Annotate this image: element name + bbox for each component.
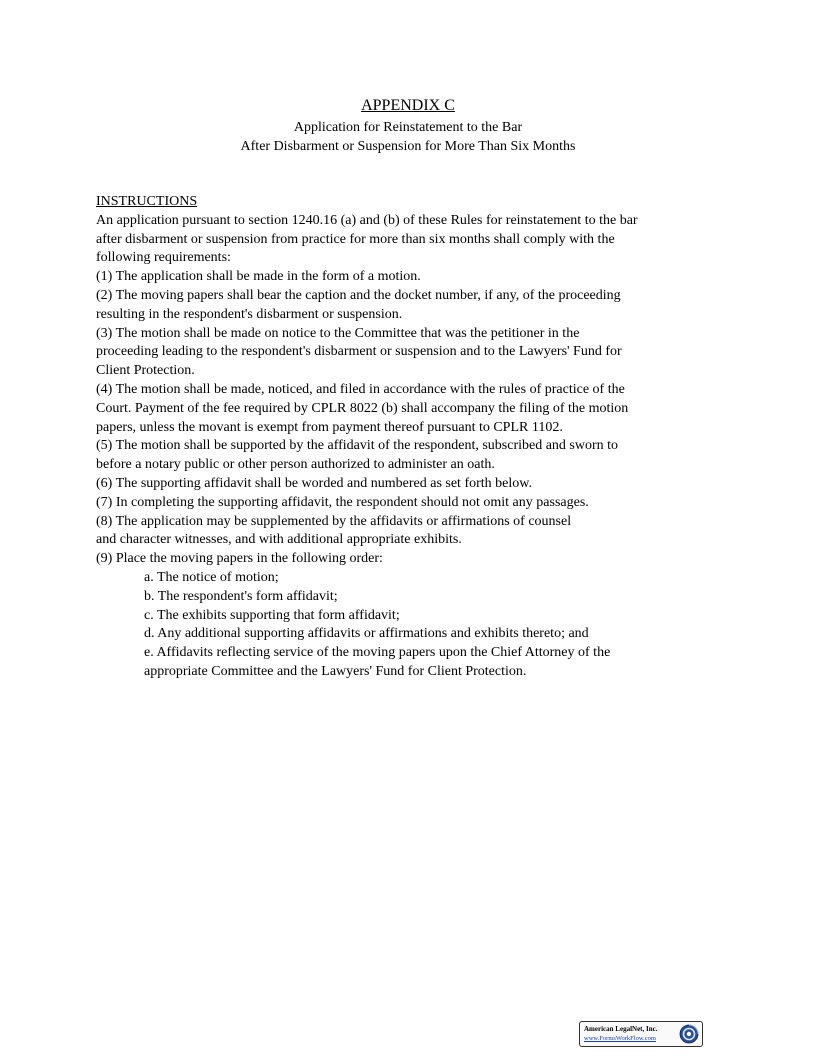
publisher-name: American LegalNet, Inc.: [584, 1025, 658, 1033]
requirement-1: (1) The application shall be made in the form of a motion.: [96, 269, 421, 285]
requirement-3-cont: Client Protection.: [96, 363, 195, 379]
publisher-url[interactable]: www.FormsWorkFlow.com: [584, 1035, 656, 1042]
order-item-c: c. The exhibits supporting that form affidavit;: [144, 607, 400, 623]
page-title: APPENDIX C: [361, 97, 455, 114]
order-item-d: d. Any additional supporting affidavits or affirmations and exhibits thereto; and: [144, 626, 589, 642]
requirement-2-cont: resulting in the respondent's disbarment or suspension.: [96, 306, 403, 322]
requirement-9: (9) Place the moving papers in the following order:: [96, 551, 383, 567]
subtitle-line-2: After Disbarment or Suspension for More Than Six Months: [240, 139, 576, 154]
intro-line: following requirements:: [96, 250, 231, 266]
order-item-e-cont: appropriate Committee and the Lawyers' Fund for Client Protection.: [144, 663, 527, 679]
intro-line: after disbarment or suspension from practice for more than six months shall comply with the: [96, 231, 615, 247]
order-item-b: b. The respondent's form affidavit;: [144, 588, 338, 604]
subtitle-line-1: Application for Reinstatement to the Bar: [293, 120, 523, 135]
requirement-8: (8) The application may be supplemented by the affidavits or affirmations of counsel: [96, 513, 572, 529]
instructions-heading: INSTRUCTIONS: [96, 194, 198, 209]
requirement-5: (5) The motion shall be supported by the affidavit of the respondent, subscribed and sworn to: [96, 438, 619, 454]
requirement-4: (4) The motion shall be made, noticed, and filed in accordance with the rules of practice of the: [96, 381, 625, 397]
requirement-2: (2) The moving papers shall bear the caption and the docket number, if any, of the proceeding: [96, 287, 621, 303]
requirement-3-cont: proceeding leading to the respondent's disbarment or suspension and to the Lawyers' Fund for: [96, 344, 622, 360]
requirement-8-cont: and character witnesses, and with additional appropriate exhibits.: [96, 532, 462, 548]
publisher-logo[interactable]: [579, 1021, 703, 1047]
requirement-5-cont: before a notary public or other person authorized to administer an oath.: [96, 457, 495, 473]
requirement-6: (6) The supporting affidavit shall be worded and numbered as set forth below.: [96, 475, 532, 491]
requirement-4-cont: Court. Payment of the fee required by CPLR 8022 (b) shall accompany the filing of the motion: [96, 400, 629, 416]
instructions-section: [96, 193, 726, 682]
requirement-4-cont: papers, unless the movant is exempt from payment thereof pursuant to CPLR 1102.: [96, 419, 563, 435]
order-item-e: e. Affidavits reflecting service of the moving papers upon the Chief Attorney of the: [144, 645, 611, 661]
requirement-3: (3) The motion shall be made on notice to the Committee that was the petitioner in the: [96, 325, 580, 341]
requirement-7: (7) In completing the supporting affidavit, the respondent should not omit any passages.: [96, 494, 589, 510]
globe-logo-icon: [679, 1024, 699, 1044]
order-item-a: a. The notice of motion;: [144, 569, 279, 585]
intro-line: An application pursuant to section 1240.16 (a) and (b) of these Rules for reinstatement to the bar: [96, 212, 638, 228]
